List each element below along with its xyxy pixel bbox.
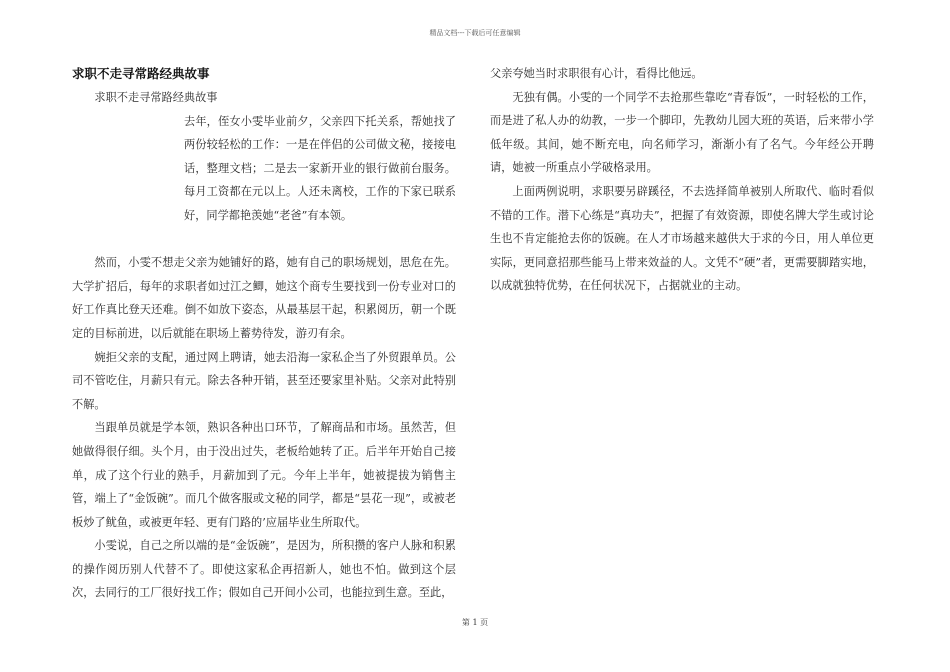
paragraph-7: 无独有偶。小雯的一个同学不去抢那些靠吃“青春饭”，一时轻松的工作，而是进了私人办的幼教，一步一个脚印，先教幼儿园大班的英语，后来带小学低年级。其间，她不断充电，向名师学习，渐渐小有了名气。今年经公开聘请，她被一所重点小学破格录用。 [490,90,874,175]
paragraph-6: 父亲夸她当时求职很有心计，看得比他远。 [490,67,703,80]
left-column [72,62,456,605]
paragraph-8: 上面两例说明，求职要另辟蹊径，不去选择简单被别人所取代、临时看似不错的工作。潜下心练是“真功夫”，把握了有效资源，即使名牌大学生或讨论生也不肯定能抢去你的饭碗。在人才市场越来越供大于求的今日，用人单位更实际，更同意招那些能马上带来效益的人。文凭不“硬”者，更需要脚踏实地，以成就独特优势，在任何状况下，占据就业的主动。 [490,184,874,293]
right-column [490,62,874,298]
paragraph-4: 当跟单员就是学本领，熟识各种出口环节，了解商品和市场。虽然苦，但她做得很仔细。头个月，由于没出过失，老板给她转了正。后半年开始自己接单，成了这个行业的熟手，月薪加到了元。今年上半年，她被提拔为销售主管，端上了“金饭碗”。而几个做客服或文秘的同学，都是“昙花一现”，或被老板炒了鱿鱼，或被更年轻、更有门路的’应届毕业生所取代。 [72,421,456,529]
page-number: 第 1 页 [461,618,489,627]
document-subtitle: 求职不走寻常路经典故事 [94,91,218,104]
header-note: 精品文档---下载后可任意编辑 [429,29,521,37]
paragraph-3: 婉拒父亲的支配，通过网上聘请，她去沿海一家私企当了外贸跟单员。公司不管吃住，月薪只有元。除去各种开销，甚至还要家里补贴。父亲对此特别不解。 [72,350,456,411]
paragraph-spacer [72,228,456,252]
paragraph-5: 小雯说，自己之所以端的是“金饭碗”，是因为，所积攒的客户人脉和积累的操作阅历别人代替不了。即使这家私企再招新人，她也不怕。做到这个层次，去同行的工厂很好找工作；假如自己开间小公司，也能拉到生意。至此， [72,539,456,600]
paragraph-2: 然而，小雯不想走父亲为她铺好的路，她有自己的职场规划，思危在先。大学扩招后，每年的求职者如过江之鲫，她这个商专生要找到一份专业对口的好工作真比登天还难。倒不如放下姿态，从最基层干起，积累阅历，朝一个既定的目标前进，以后就能在职场上蓄势待发，游刃有余。 [72,256,456,340]
document-title: 求职不走寻常路经典故事 [72,66,210,81]
paragraph-1: 去年，侄女小雯毕业前夕，父亲四下托关系，帮她找了两份较轻松的工作：一是在伴侣的公司做文秘，接接电话，整理文档；二是去一家新开业的银行做前台服务。每月工资都在元以上。人还未离校，工作的下家已联系好，同学都艳羡她“老爸”有本领。 [184,114,456,222]
